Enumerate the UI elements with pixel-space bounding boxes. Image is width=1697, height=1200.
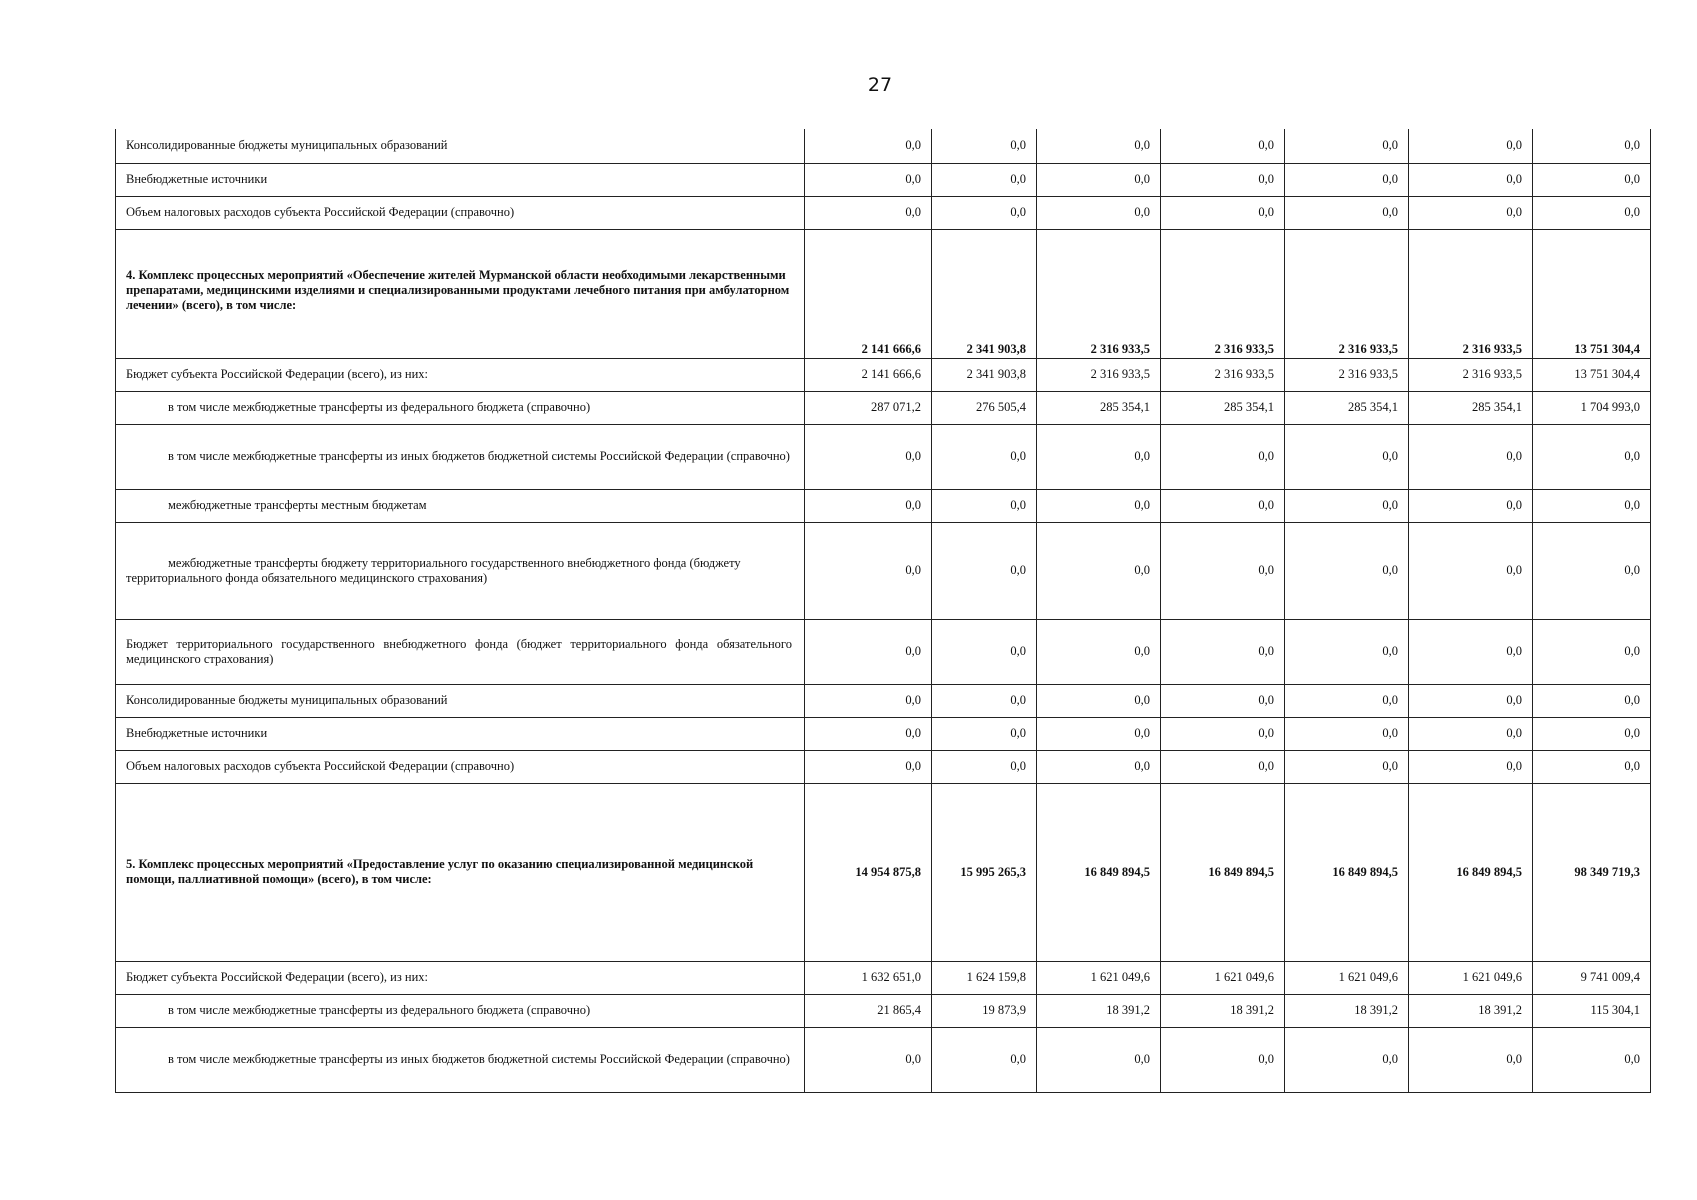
row-label: Консолидированные бюджеты муниципальных образований (116, 129, 805, 163)
value-cell: 0,0 (1037, 489, 1161, 522)
table-row (116, 163, 1651, 196)
value-cell: 2 316 933,5 (1161, 229, 1285, 358)
total-cell: 0,0 (1533, 522, 1651, 619)
table-row (116, 358, 1651, 391)
value-cell: 0,0 (932, 196, 1037, 229)
row-label: Внебюджетные источники (116, 717, 805, 750)
row-label: в том числе межбюджетные трансферты из иных бюджетов бюджетной системы Российской Федерации (справочно) (116, 424, 805, 489)
value-cell: 0,0 (805, 489, 932, 522)
row-label: Бюджет субъекта Российской Федерации (всего), из них: (116, 961, 805, 994)
value-cell: 16 849 894,5 (1409, 783, 1533, 961)
total-cell: 0,0 (1533, 750, 1651, 783)
table-row (116, 684, 1651, 717)
value-cell: 0,0 (1409, 750, 1533, 783)
value-cell: 0,0 (1285, 129, 1409, 163)
table-row (116, 717, 1651, 750)
value-cell: 14 954 875,8 (805, 783, 932, 961)
table-row-section-header (116, 783, 1651, 961)
value-cell: 0,0 (1161, 196, 1285, 229)
row-label: Консолидированные бюджеты муниципальных образований (116, 684, 805, 717)
value-cell: 0,0 (1037, 424, 1161, 489)
value-cell: 0,0 (932, 163, 1037, 196)
value-cell: 0,0 (1285, 750, 1409, 783)
value-cell: 0,0 (1037, 750, 1161, 783)
total-cell: 0,0 (1533, 489, 1651, 522)
value-cell: 0,0 (1409, 424, 1533, 489)
value-cell: 0,0 (1285, 196, 1409, 229)
table-row (116, 1027, 1651, 1092)
value-cell: 2 316 933,5 (1285, 229, 1409, 358)
value-cell: 18 391,2 (1161, 994, 1285, 1027)
value-cell: 0,0 (1161, 489, 1285, 522)
total-cell: 9 741 009,4 (1533, 961, 1651, 994)
total-cell: 115 304,1 (1533, 994, 1651, 1027)
value-cell: 21 865,4 (805, 994, 932, 1027)
value-cell: 287 071,2 (805, 391, 932, 424)
value-cell: 0,0 (932, 1027, 1037, 1092)
value-cell: 285 354,1 (1037, 391, 1161, 424)
table-row (116, 489, 1651, 522)
row-label: Внебюджетные источники (116, 163, 805, 196)
value-cell: 0,0 (1037, 196, 1161, 229)
value-cell: 1 621 049,6 (1037, 961, 1161, 994)
value-cell: 0,0 (1285, 163, 1409, 196)
value-cell: 19 873,9 (932, 994, 1037, 1027)
value-cell: 0,0 (932, 424, 1037, 489)
value-cell: 285 354,1 (1409, 391, 1533, 424)
value-cell: 1 621 049,6 (1285, 961, 1409, 994)
value-cell: 0,0 (1409, 163, 1533, 196)
value-cell: 18 391,2 (1285, 994, 1409, 1027)
value-cell: 0,0 (1037, 129, 1161, 163)
value-cell: 16 849 894,5 (1037, 783, 1161, 961)
value-cell: 0,0 (1161, 163, 1285, 196)
value-cell: 18 391,2 (1409, 994, 1533, 1027)
value-cell: 0,0 (805, 684, 932, 717)
value-cell: 1 621 049,6 (1409, 961, 1533, 994)
row-label: Бюджет субъекта Российской Федерации (всего), из них: (116, 358, 805, 391)
value-cell: 0,0 (1037, 522, 1161, 619)
value-cell: 0,0 (1037, 717, 1161, 750)
row-label: в том числе межбюджетные трансферты из федерального бюджета (справочно) (116, 391, 805, 424)
value-cell: 0,0 (932, 684, 1037, 717)
total-cell: 0,0 (1533, 163, 1651, 196)
value-cell: 0,0 (1409, 619, 1533, 684)
value-cell: 0,0 (1037, 619, 1161, 684)
value-cell: 0,0 (1285, 522, 1409, 619)
value-cell: 1 621 049,6 (1161, 961, 1285, 994)
value-cell: 0,0 (1285, 684, 1409, 717)
row-label: Объем налоговых расходов субъекта Российской Федерации (справочно) (116, 750, 805, 783)
value-cell: 0,0 (805, 522, 932, 619)
total-cell: 0,0 (1533, 196, 1651, 229)
value-cell: 0,0 (805, 163, 932, 196)
table-row (116, 619, 1651, 684)
value-cell: 2 141 666,6 (805, 229, 932, 358)
value-cell: 2 316 933,5 (1037, 358, 1161, 391)
value-cell: 0,0 (1409, 684, 1533, 717)
total-cell: 0,0 (1533, 684, 1651, 717)
row-label: межбюджетные трансферты бюджету территориального государственного внебюджетного фонда (бюджету территориального фонда обязательного медицинского страхования) (116, 522, 805, 619)
total-cell: 13 751 304,4 (1533, 229, 1651, 358)
value-cell: 0,0 (1409, 489, 1533, 522)
value-cell: 0,0 (1161, 750, 1285, 783)
table-row (116, 391, 1651, 424)
value-cell: 16 849 894,5 (1285, 783, 1409, 961)
value-cell: 0,0 (1409, 717, 1533, 750)
table-row (116, 129, 1651, 163)
value-cell: 0,0 (805, 750, 932, 783)
table-row (116, 994, 1651, 1027)
value-cell: 276 505,4 (932, 391, 1037, 424)
value-cell: 0,0 (805, 196, 932, 229)
value-cell: 16 849 894,5 (1161, 783, 1285, 961)
value-cell: 2 316 933,5 (1409, 358, 1533, 391)
value-cell: 285 354,1 (1285, 391, 1409, 424)
value-cell: 0,0 (932, 717, 1037, 750)
value-cell: 0,0 (805, 717, 932, 750)
table-row (116, 424, 1651, 489)
value-cell: 1 632 651,0 (805, 961, 932, 994)
value-cell: 2 341 903,8 (932, 229, 1037, 358)
total-cell: 0,0 (1533, 619, 1651, 684)
value-cell: 0,0 (932, 522, 1037, 619)
value-cell: 0,0 (805, 1027, 932, 1092)
value-cell: 0,0 (1161, 717, 1285, 750)
value-cell: 2 316 933,5 (1285, 358, 1409, 391)
value-cell: 0,0 (1409, 196, 1533, 229)
value-cell: 0,0 (932, 489, 1037, 522)
table-row (116, 522, 1651, 619)
value-cell: 285 354,1 (1161, 391, 1285, 424)
row-label: Бюджет территориального государственного внебюджетного фонда (бюджет территориального фонда обязательного медицинского страхования) (116, 619, 805, 684)
value-cell: 0,0 (1285, 717, 1409, 750)
value-cell: 0,0 (1161, 619, 1285, 684)
total-cell: 0,0 (1533, 717, 1651, 750)
row-label: межбюджетные трансферты местным бюджетам (116, 489, 805, 522)
row-label: в том числе межбюджетные трансферты из иных бюджетов бюджетной системы Российской Федерации (справочно) (116, 1027, 805, 1092)
section-title: 4. Комплекс процессных мероприятий «Обеспечение жителей Мурманской области необходимыми лекарственными препаратами, медицинскими изделиями и специализированными продуктами лечебного питания при амбулаторном лечении» (всего), в том числе: (116, 229, 805, 358)
value-cell: 0,0 (1161, 522, 1285, 619)
value-cell: 2 316 933,5 (1037, 229, 1161, 358)
total-cell: 0,0 (1533, 1027, 1651, 1092)
total-cell: 98 349 719,3 (1533, 783, 1651, 961)
value-cell: 0,0 (1037, 163, 1161, 196)
value-cell: 2 316 933,5 (1161, 358, 1285, 391)
value-cell: 0,0 (1161, 129, 1285, 163)
value-cell: 0,0 (805, 129, 932, 163)
value-cell: 0,0 (1285, 489, 1409, 522)
row-label: Объем налоговых расходов субъекта Российской Федерации (справочно) (116, 196, 805, 229)
value-cell: 0,0 (1409, 1027, 1533, 1092)
table-row (116, 961, 1651, 994)
table-row (116, 750, 1651, 783)
value-cell: 0,0 (1285, 619, 1409, 684)
value-cell: 0,0 (805, 424, 932, 489)
value-cell: 2 341 903,8 (932, 358, 1037, 391)
total-cell: 1 704 993,0 (1533, 391, 1651, 424)
value-cell: 18 391,2 (1037, 994, 1161, 1027)
value-cell: 0,0 (1285, 424, 1409, 489)
total-cell: 13 751 304,4 (1533, 358, 1651, 391)
value-cell: 0,0 (1037, 684, 1161, 717)
value-cell: 2 316 933,5 (1409, 229, 1533, 358)
value-cell: 15 995 265,3 (932, 783, 1037, 961)
row-label: в том числе межбюджетные трансферты из федерального бюджета (справочно) (116, 994, 805, 1027)
table-row-section-header (116, 229, 1651, 358)
value-cell: 0,0 (1409, 522, 1533, 619)
total-cell: 0,0 (1533, 424, 1651, 489)
budget-table (115, 129, 1651, 1093)
value-cell: 0,0 (1409, 129, 1533, 163)
value-cell: 2 141 666,6 (805, 358, 932, 391)
value-cell: 0,0 (1285, 1027, 1409, 1092)
page-number: 27 (867, 74, 893, 96)
value-cell: 0,0 (932, 619, 1037, 684)
value-cell: 0,0 (1161, 684, 1285, 717)
table-row (116, 196, 1651, 229)
section-title: 5. Комплекс процессных мероприятий «Предоставление услуг по оказанию специализированной медицинской помощи, паллиативной помощи» (всего), в том числе: (116, 783, 805, 961)
value-cell: 0,0 (932, 750, 1037, 783)
value-cell: 1 624 159,8 (932, 961, 1037, 994)
value-cell: 0,0 (932, 129, 1037, 163)
value-cell: 0,0 (1161, 424, 1285, 489)
value-cell: 0,0 (1037, 1027, 1161, 1092)
value-cell: 0,0 (1161, 1027, 1285, 1092)
value-cell: 0,0 (805, 619, 932, 684)
total-cell: 0,0 (1533, 129, 1651, 163)
